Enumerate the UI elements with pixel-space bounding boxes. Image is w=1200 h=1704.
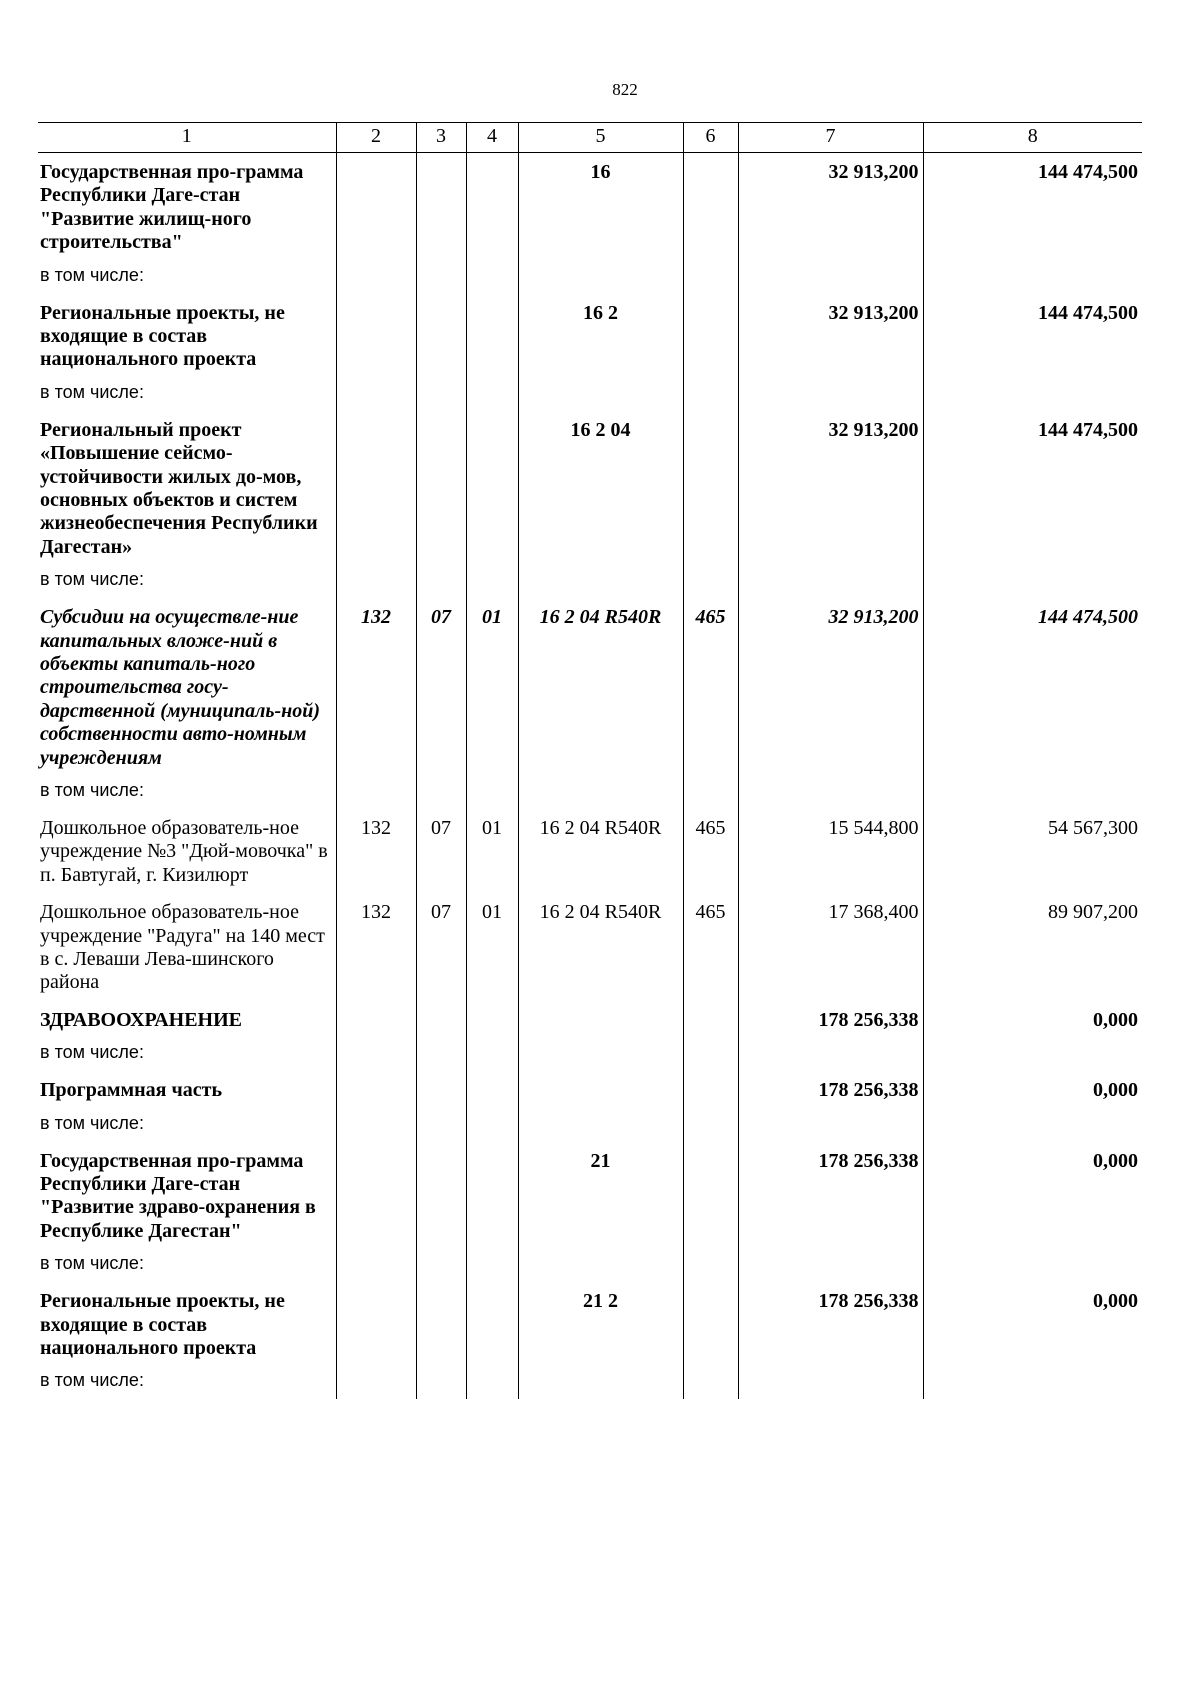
ministry-code	[336, 294, 416, 378]
including-note-row	[38, 565, 1142, 598]
subsection-code	[466, 411, 518, 565]
target-article-code	[518, 1071, 683, 1108]
section-code	[416, 1109, 466, 1142]
amount-col8	[923, 1038, 1142, 1071]
ministry-code	[336, 565, 416, 598]
item-name: в том числе:	[40, 569, 144, 590]
ministry-code	[336, 1109, 416, 1142]
table-row	[38, 1071, 1142, 1108]
amount-col7: 32 913,200	[738, 598, 923, 776]
column-number-header-row	[38, 123, 1142, 153]
target-article-code: 16 2 04 R540R	[518, 598, 683, 776]
table-row	[38, 411, 1142, 565]
target-article-code	[518, 1366, 683, 1399]
section-code: 07	[416, 598, 466, 776]
target-article-code: 16 2 04 R540R	[518, 809, 683, 893]
amount-col8: 144 474,500	[923, 598, 1142, 776]
amount-col8: 0,000	[923, 1142, 1142, 1250]
section-code	[416, 565, 466, 598]
table-row	[38, 153, 1142, 261]
item-name: Государственная про-грамма Республики Даге-стан "Развитие жилищ-ного строительства"	[40, 161, 304, 254]
ministry-code: 132	[336, 893, 416, 1001]
page-number: 822	[612, 80, 638, 99]
subsection-code	[466, 294, 518, 378]
section-code	[416, 411, 466, 565]
amount-col8	[923, 378, 1142, 411]
item-name: в том числе:	[40, 1042, 144, 1063]
section-code	[416, 1001, 466, 1038]
expense-type-code	[683, 153, 738, 261]
expense-type-code	[683, 378, 738, 411]
amount-col8	[923, 261, 1142, 294]
section-code: 07	[416, 893, 466, 1001]
amount-col8: 144 474,500	[923, 294, 1142, 378]
expense-type-code	[683, 1249, 738, 1282]
including-note-row	[38, 1038, 1142, 1071]
amount-col8: 54 567,300	[923, 809, 1142, 893]
target-article-code	[518, 1109, 683, 1142]
subsection-code	[466, 153, 518, 261]
subsection-code	[466, 1109, 518, 1142]
column-header-5: 5	[518, 123, 683, 153]
amount-col7: 178 256,338	[738, 1071, 923, 1108]
amount-col8	[923, 1366, 1142, 1399]
section-code	[416, 1366, 466, 1399]
section-code	[416, 1249, 466, 1282]
section-code	[416, 153, 466, 261]
target-article-code	[518, 1249, 683, 1282]
amount-col8: 0,000	[923, 1071, 1142, 1108]
subsection-code	[466, 1366, 518, 1399]
section-code	[416, 378, 466, 411]
expense-type-code: 465	[683, 809, 738, 893]
target-article-code: 16 2 04	[518, 411, 683, 565]
item-name: Региональные проекты, не входящие в состав национального проекта	[40, 301, 285, 371]
expense-type-code	[683, 565, 738, 598]
table-row	[38, 893, 1142, 1001]
item-name: в том числе:	[40, 1112, 144, 1133]
item-name: в том числе:	[40, 779, 144, 800]
amount-col7: 15 544,800	[738, 809, 923, 893]
column-header-4: 4	[466, 123, 518, 153]
amount-col7	[738, 1109, 923, 1142]
including-note-row	[38, 261, 1142, 294]
ministry-code	[336, 1366, 416, 1399]
section-code	[416, 1282, 466, 1366]
item-name: Государственная про-грамма Республики Даге-стан "Развитие здраво-охранения в Республике Дагестан"	[40, 1149, 316, 1242]
including-note-row	[38, 1109, 1142, 1142]
table-row	[38, 1282, 1142, 1366]
amount-col8: 0,000	[923, 1282, 1142, 1366]
amount-col8: 144 474,500	[923, 153, 1142, 261]
amount-col8	[923, 1109, 1142, 1142]
amount-col7: 32 913,200	[738, 294, 923, 378]
expense-type-code	[683, 776, 738, 809]
amount-col7: 178 256,338	[738, 1142, 923, 1250]
item-name: в том числе:	[40, 1370, 144, 1391]
target-article-code: 16 2	[518, 294, 683, 378]
expense-type-code	[683, 1282, 738, 1366]
table-row	[38, 1142, 1142, 1250]
item-name: Программная часть	[40, 1079, 223, 1102]
subsection-code	[466, 776, 518, 809]
amount-col7	[738, 1249, 923, 1282]
ministry-code	[336, 776, 416, 809]
expense-type-code	[683, 1366, 738, 1399]
subsection-code	[466, 1038, 518, 1071]
ministry-code: 132	[336, 598, 416, 776]
column-header-7: 7	[738, 123, 923, 153]
target-article-code	[518, 565, 683, 598]
including-note-row	[38, 776, 1142, 809]
subsection-code	[466, 1249, 518, 1282]
including-note-row	[38, 1366, 1142, 1399]
table-row	[38, 1001, 1142, 1038]
item-name: в том числе:	[40, 381, 144, 402]
amount-col8	[923, 1249, 1142, 1282]
item-name: Дошкольное образователь-ное учреждение №3 "Дюй-мовочка" в п. Бавтугай, г. Кизилюрт	[40, 817, 328, 886]
expense-type-code	[683, 1109, 738, 1142]
expense-type-code	[683, 1071, 738, 1108]
including-note-row	[38, 378, 1142, 411]
item-name: Региональные проекты, не входящие в состав национального проекта	[40, 1290, 285, 1359]
amount-col7	[738, 261, 923, 294]
item-name: Субсидии на осуществле-ние капитальных вложе-ний в объекты капиталь-ного строительства госу-дарственной (муниципаль-ной) собственности авто-номным учреждениям	[40, 606, 321, 769]
section-code	[416, 1071, 466, 1108]
item-name: в том числе:	[40, 1253, 144, 1274]
section-code	[416, 776, 466, 809]
section-code: 07	[416, 809, 466, 893]
section-code	[416, 1038, 466, 1071]
target-article-code: 16 2 04 R540R	[518, 893, 683, 1001]
item-name: Региональный проект «Повышение сейсмо-устойчивости жилых до-мов, основных объектов и систем жизнеобеспечения Республики Дагестан»	[40, 418, 318, 558]
amount-col7	[738, 1366, 923, 1399]
item-name: Дошкольное образователь-ное учреждение "Радуга" на 140 мест в с. Леваши Лева-шинского района	[40, 901, 325, 994]
amount-col8: 89 907,200	[923, 893, 1142, 1001]
subsection-code: 01	[466, 598, 518, 776]
subsection-code: 01	[466, 893, 518, 1001]
target-article-code: 16	[518, 153, 683, 261]
section-code	[416, 294, 466, 378]
table-row	[38, 598, 1142, 776]
table-body	[38, 153, 1142, 1400]
expense-type-code: 465	[683, 598, 738, 776]
amount-col8	[923, 776, 1142, 809]
item-name: в том числе:	[40, 264, 144, 285]
expense-type-code: 465	[683, 893, 738, 1001]
subsection-code	[466, 261, 518, 294]
amount-col7	[738, 378, 923, 411]
expense-type-code	[683, 1142, 738, 1250]
ministry-code	[336, 1038, 416, 1071]
subsection-code	[466, 1142, 518, 1250]
expense-type-code	[683, 294, 738, 378]
amount-col7: 17 368,400	[738, 893, 923, 1001]
ministry-code	[336, 378, 416, 411]
expense-type-code	[683, 261, 738, 294]
amount-col7: 178 256,338	[738, 1282, 923, 1366]
amount-col7	[738, 1038, 923, 1071]
target-article-code: 21	[518, 1142, 683, 1250]
expense-type-code	[683, 1001, 738, 1038]
subsection-code	[466, 1001, 518, 1038]
column-header-6: 6	[683, 123, 738, 153]
target-article-code: 21 2	[518, 1282, 683, 1366]
ministry-code	[336, 261, 416, 294]
target-article-code	[518, 261, 683, 294]
ministry-code	[336, 1249, 416, 1282]
target-article-code	[518, 776, 683, 809]
column-header-8: 8	[923, 123, 1142, 153]
ministry-code	[336, 411, 416, 565]
expense-type-code	[683, 1038, 738, 1071]
amount-col8	[923, 565, 1142, 598]
amount-col7: 32 913,200	[738, 153, 923, 261]
subsection-code	[466, 565, 518, 598]
expense-type-code	[683, 411, 738, 565]
subsection-code	[466, 1071, 518, 1108]
amount-col7: 178 256,338	[738, 1001, 923, 1038]
amount-col8: 0,000	[923, 1001, 1142, 1038]
subsection-code	[466, 1282, 518, 1366]
amount-col7	[738, 776, 923, 809]
ministry-code	[336, 1142, 416, 1250]
ministry-code	[336, 1071, 416, 1108]
section-code	[416, 1142, 466, 1250]
amount-col7	[738, 565, 923, 598]
target-article-code	[518, 1038, 683, 1071]
ministry-code	[336, 1001, 416, 1038]
subsection-code	[466, 378, 518, 411]
column-header-1: 1	[38, 123, 336, 153]
column-header-3: 3	[416, 123, 466, 153]
budget-table	[38, 122, 1142, 1399]
section-code	[416, 261, 466, 294]
ministry-code	[336, 1282, 416, 1366]
subsection-code: 01	[466, 809, 518, 893]
item-name: ЗДРАВООХРАНЕНИЕ	[40, 1008, 242, 1031]
table-row	[38, 294, 1142, 378]
amount-col8: 144 474,500	[923, 411, 1142, 565]
column-header-2: 2	[336, 123, 416, 153]
ministry-code: 132	[336, 809, 416, 893]
table-row	[38, 809, 1142, 893]
amount-col7: 32 913,200	[738, 411, 923, 565]
including-note-row	[38, 1249, 1142, 1282]
ministry-code	[336, 153, 416, 261]
target-article-code	[518, 1001, 683, 1038]
target-article-code	[518, 378, 683, 411]
